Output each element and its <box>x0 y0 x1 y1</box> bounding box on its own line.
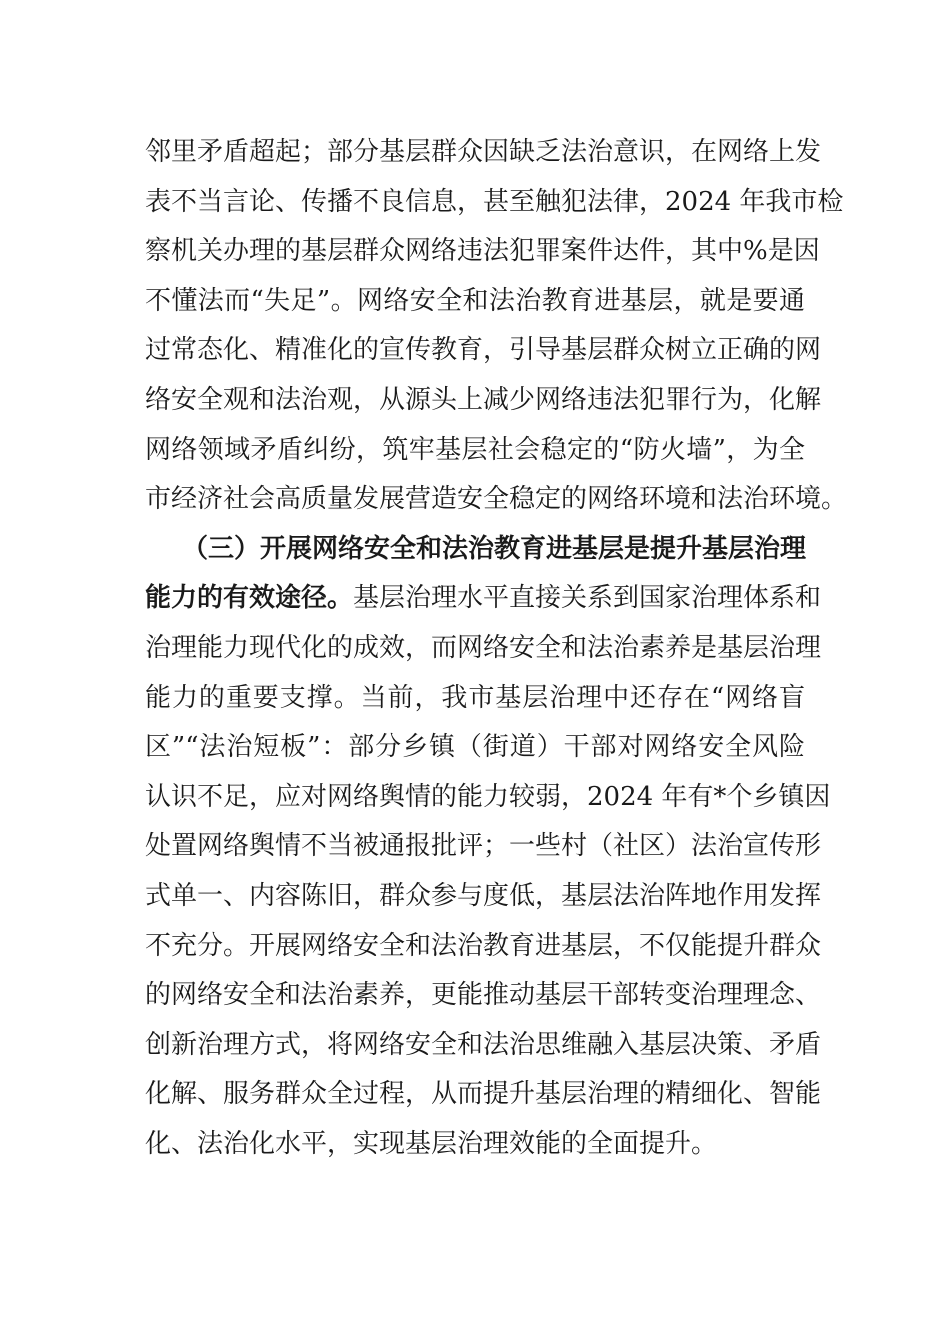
paragraph-line: 治理能力现代化的成效，而网络安全和法治素养是基层治理 <box>145 632 822 663</box>
paragraph-line: 式单一、内容陈旧，群众参与度低，基层法治阵地作用发挥 <box>145 880 822 911</box>
paragraph-line: 表不当言论、传播不良信息，甚至触犯法律，2024 年我市检 <box>145 186 844 217</box>
paragraph-line: 化、法治化水平，实现基层治理效能的全面提升。 <box>145 1128 718 1159</box>
document-page <box>145 128 848 1169</box>
paragraph-line: 化解、服务群众全过程，从而提升基层治理的精细化、智能 <box>145 1079 822 1110</box>
paragraph-line: 能力的重要支撑。当前，我市基层治理中还存在“网络盲 <box>145 682 805 713</box>
paragraph-line: 过常态化、精准化的宣传教育，引导基层群众树立正确的网 <box>145 335 822 366</box>
paragraph-line: 创新治理方式，将网络安全和法治思维融入基层决策、矛盾 <box>145 1029 822 1060</box>
paragraph-line: 处置网络舆情不当被通报批评；一些村（社区）法治宣传形 <box>145 831 822 862</box>
paragraph-line: 邻里矛盾超起；部分基层群众因缺乏法治意识，在网络上发 <box>145 137 822 167</box>
paragraph-line: 的网络安全和法治素养，更能推动基层干部转变治理理念、 <box>145 980 822 1011</box>
paragraph-line: 认识不足，应对网络舆情的能力较弱，2024 年有*个乡镇因 <box>145 781 831 812</box>
section-heading-tail: 能力的有效途径。 <box>145 583 354 614</box>
paragraph-line: 察机关办理的基层群众网络违法犯罪案件达件，其中%是因 <box>145 236 820 267</box>
paragraph-line: 络安全观和法治观，从源头上减少网络违法犯罪行为，化解 <box>145 384 822 415</box>
paragraph-line: 网络领域矛盾纠纷，筑牢基层社会稳定的“防火墙”，为全 <box>145 434 805 465</box>
paragraph-line: 市经济社会高质量发展营造安全稳定的网络环境和法治环境。 <box>145 484 848 515</box>
paragraph-line: 不懂法而“失足”。网络安全和法治教育进基层，就是要通 <box>145 285 805 316</box>
paragraph-line: 不充分。开展网络安全和法治教育进基层，不仅能提升群众 <box>145 930 822 961</box>
paragraph-line: 区”“法治短板”：部分乡镇（街道）干部对网络安全风险 <box>145 732 805 763</box>
paragraph-text: 基层治理水平直接关系到国家治理体系和 <box>353 583 822 614</box>
section-heading-continuation <box>145 574 822 624</box>
section-heading-line: （三）开展网络安全和法治教育进基层是提升基层治理 <box>182 533 807 564</box>
